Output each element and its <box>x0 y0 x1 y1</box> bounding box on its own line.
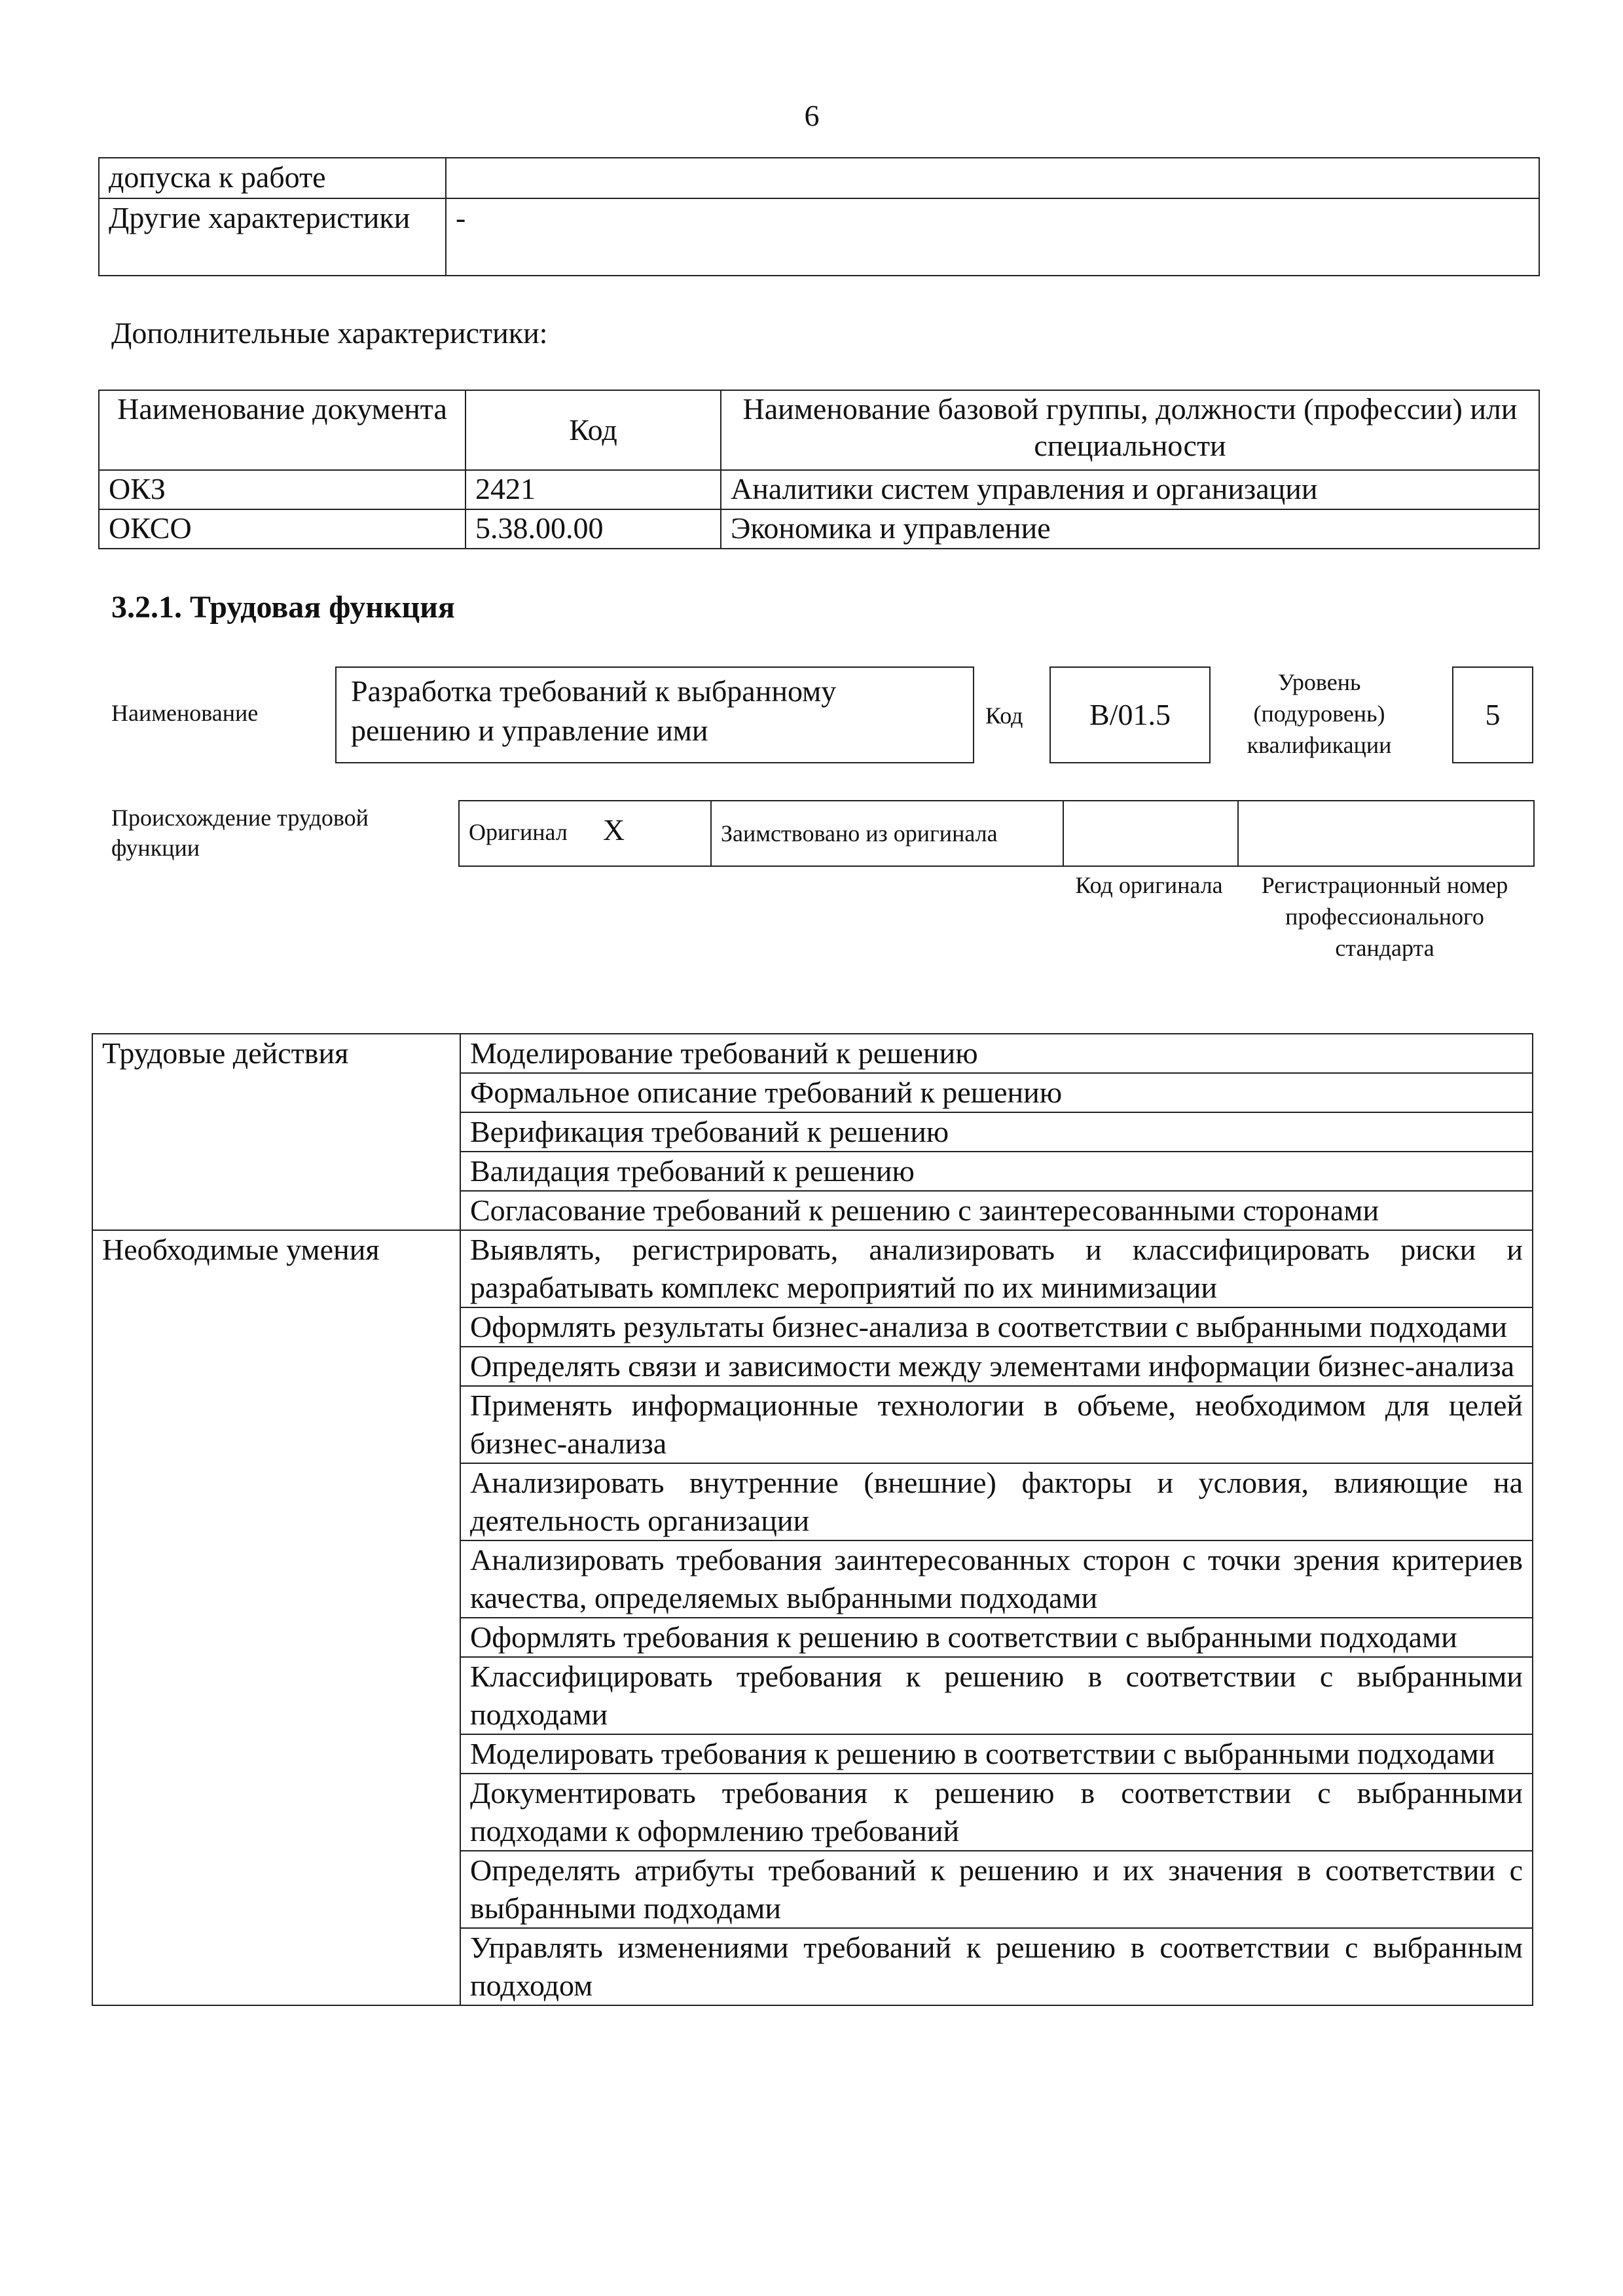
action-item: Согласование требований к решению с заинтересованными сторонами <box>460 1191 1533 1230</box>
original-cell <box>459 801 711 866</box>
actions-label: Трудовые действия <box>92 1034 460 1230</box>
section-title: 3.2.1. Трудовая функция <box>111 590 455 625</box>
header-code: Код <box>465 390 721 470</box>
action-item: Моделирование требований к решению <box>460 1034 1533 1073</box>
main-table <box>92 1033 1533 2006</box>
action-item: Валидация требований к решению <box>460 1152 1533 1191</box>
header-doc: Наименование документа <box>99 390 465 470</box>
top-table-value: - <box>446 198 1539 276</box>
action-item: Формальное описание требований к решению <box>460 1073 1533 1112</box>
skill-item: Определять атрибуты требований к решению и их значения в соответствии с выбранными подходами <box>460 1851 1533 1928</box>
original-code-cell <box>1063 801 1238 866</box>
function-name-box <box>335 666 974 763</box>
name-cell: Экономика и управление <box>721 509 1539 549</box>
code-label: Код <box>985 702 1023 729</box>
table-row <box>92 1230 1533 1307</box>
page-number: 6 <box>804 99 820 132</box>
reg-caption: Регистрационный номер профессионального стандарта <box>1261 872 1508 961</box>
table-row <box>459 801 1534 866</box>
function-name: Разработка требований к выбранному решению и управление ими <box>351 674 837 747</box>
table-row <box>99 158 1539 198</box>
skill-item: Моделировать требования к решению в соответствии с выбранными подходами <box>460 1734 1533 1774</box>
skill-item: Применять информационные технологии в объеме, необходимом для целей бизнес-анализа <box>460 1386 1533 1463</box>
skill-item: Анализировать внутренние (внешние) факторы и условия, влияющие на деятельность организации <box>460 1463 1533 1540</box>
origin-table <box>458 800 1535 867</box>
top-table-value <box>446 158 1539 198</box>
name-label: Наименование <box>111 700 259 726</box>
borrowed-cell: Заимствовано из оригинала <box>711 801 1063 866</box>
table-row <box>92 1034 1533 1073</box>
level-value: 5 <box>1485 698 1501 731</box>
doc-cell: ОКЗ <box>99 470 465 509</box>
top-table-label: допуска к работе <box>99 158 446 198</box>
skills-label: Необходимые умения <box>92 1230 460 2005</box>
header-name: Наименование базовой группы, должности (профессии) или специальности <box>721 390 1539 470</box>
code-cell: 2421 <box>465 470 721 509</box>
additional-title: Дополнительные характеристики: <box>111 316 548 350</box>
level-box <box>1452 666 1533 763</box>
reg-number-cell <box>1238 801 1534 866</box>
skill-item: Выявлять, регистрировать, анализировать и классифицировать риски и разрабатывать комплекс мероприятий по их минимизации <box>460 1230 1533 1307</box>
doc-cell: ОКСО <box>99 509 465 549</box>
action-item: Верификация требований к решению <box>460 1112 1533 1152</box>
level-label: Уровень (подуровень) квалификации <box>1247 669 1392 758</box>
skill-item: Оформлять требования к решению в соответствии с выбранными подходами <box>460 1618 1533 1657</box>
function-code-box <box>1049 666 1211 763</box>
code-caption: Код оригинала <box>1075 872 1223 898</box>
skill-item: Анализировать требования заинтересованных сторон с точки зрения критериев качества, определяемых выбранными подходами <box>460 1540 1533 1618</box>
original-mark: X <box>602 812 625 847</box>
doc-table <box>98 390 1540 549</box>
code-cell: 5.38.00.00 <box>465 509 721 549</box>
skill-item: Управлять изменениями требований к решению в соответствии с выбранным подходом <box>460 1928 1533 2005</box>
table-header-row <box>99 390 1539 470</box>
skill-item: Документировать требования к решению в соответствии с выбранными подходами к оформлению требований <box>460 1774 1533 1851</box>
skill-item: Определять связи и зависимости между элементами информации бизнес-анализа <box>460 1347 1533 1386</box>
top-table-label: Другие характеристики <box>99 198 446 276</box>
table-row <box>99 470 1539 509</box>
top-table <box>98 157 1540 276</box>
function-code: B/01.5 <box>1089 698 1171 731</box>
skill-item: Классифицировать требования к решению в соответствии с выбранными подходами <box>460 1657 1533 1734</box>
skill-item: Оформлять результаты бизнес-анализа в соответствии с выбранными подходами <box>460 1307 1533 1347</box>
origin-label: Происхождение трудовой функции <box>111 805 369 861</box>
table-row <box>99 198 1539 276</box>
table-row <box>99 509 1539 549</box>
name-cell: Аналитики систем управления и организации <box>721 470 1539 509</box>
original-label: Оригинал <box>469 818 568 845</box>
